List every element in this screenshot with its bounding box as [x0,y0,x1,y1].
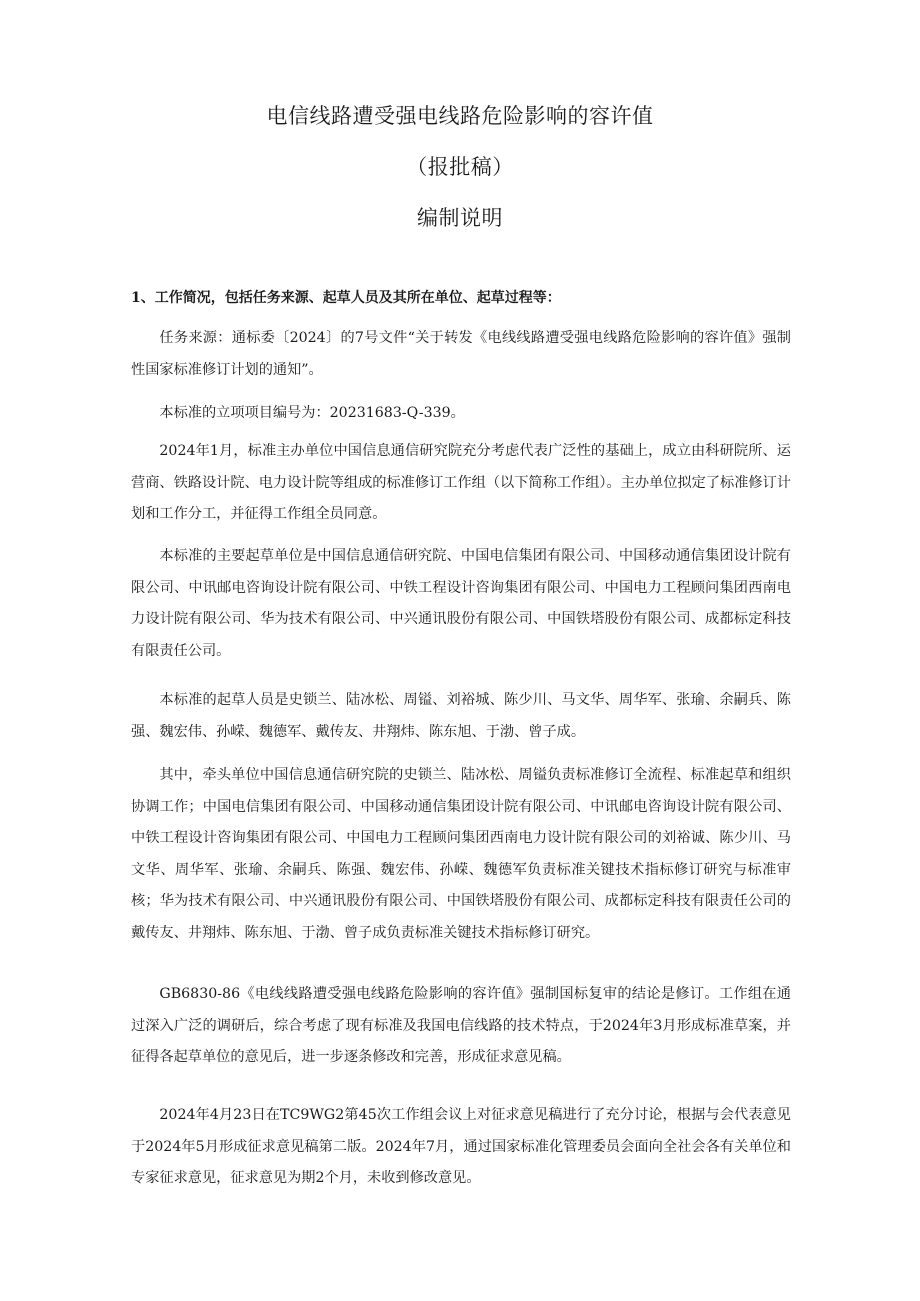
document-subtitle: （报批稿） [406,155,514,179]
paragraph-responsibilities: 其中，牵头单位中国信息通信研究院的史锁兰、陆冰松、周镒负责标准修订全流程、标准起草和组织协调工作；中国电信集团有限公司、中国移动通信集团设计院有限公司、中讯邮电咨询设计院有限公司、中铁工程设计咨询集团有限公司、中国电力工程顾问集团西南电力设计院有限公司的刘裕诚、陈少川、马文华、周华军、张瑜、余嗣兵、陈强、魏宏伟、孙嵘、魏德军负责标准关键技术指标修订研究与标准审核；华为技术有限公司、中兴通讯股份有限公司、中国铁塔股份有限公司、成都标定科技有限责任公司的戴传友、井翔炜、陈东旭、于渤、曾子成负责标准关键技术指标修订研究。 [131,767,791,941]
paragraph-working-group: 2024年1月，标准主办单位中国信息通信研究院充分考虑代表广泛性的基础上，成立由科研院所、运营商、铁路设计院、电力设计院等组成的标准修订工作组（以下简称工作组）。主办单位拟定了标准修订计划和工作分工，并征得工作组全员同意。 [131,443,791,522]
paragraph-review-conclusion: GB6830-86《电线线路遭受强电线路危险影响的容许值》强制国标复审的结论是修订。工作组在通过深入广泛的调研后，综合考虑了现有标准及我国电信线路的技术特点，于2024年3月形成标准草案，并征得各起草单位的意见后，进一步逐条修改和完善，形成征求意见稿。 [131,986,791,1065]
section-heading: 1、工作简况，包括任务来源、起草人员及其所在单位、起草过程等： [131,290,561,306]
paragraph-task-source: 任务来源：通标委〔2024〕的7号文件“关于转发《电线线路遭受强电线路危险影响的容许值》强制性国家标准修订计划的通知”。 [131,330,791,378]
document-title: 电信线路遭受强电线路危险影响的容许值 [266,104,654,128]
paragraph-drafting-units: 本标准的主要起草单位是中国信息通信研究院、中国电信集团有限公司、中国移动通信集团设计院有限公司、中讯邮电咨询设计院有限公司、中铁工程设计咨询集团有限公司、中国电力工程顾问集团西南电力设计院有限公司、华为技术有限公司、中兴通讯股份有限公司、中国铁塔股份有限公司、成都标定科技有限责任公司。 [131,548,791,659]
document-heading: 编制说明 [417,206,503,230]
paragraph-project-number: 本标准的立项项目编号为：20231683-Q-339。 [159,405,465,421]
paragraph-drafters: 本标准的起草人员是史锁兰、陆冰松、周镒、刘裕城、陈少川、马文华、周华军、张瑜、余嗣兵、陈强、魏宏伟、孙嵘、魏德军、戴传友、井翔炜、陈东旭、于渤、曾子成。 [131,692,791,740]
paragraph-consultation: 2024年4月23日在TC9WG2第45次工作组会议上对征求意见稿进行了充分讨论，根据与会代表意见于2024年5月形成征求意见稿第二版。2024年7月，通过国家标准化管理委员会面向全社会各有关单位和专家征求意见，征求意见为期2个月，未收到修改意见。 [131,1107,791,1186]
